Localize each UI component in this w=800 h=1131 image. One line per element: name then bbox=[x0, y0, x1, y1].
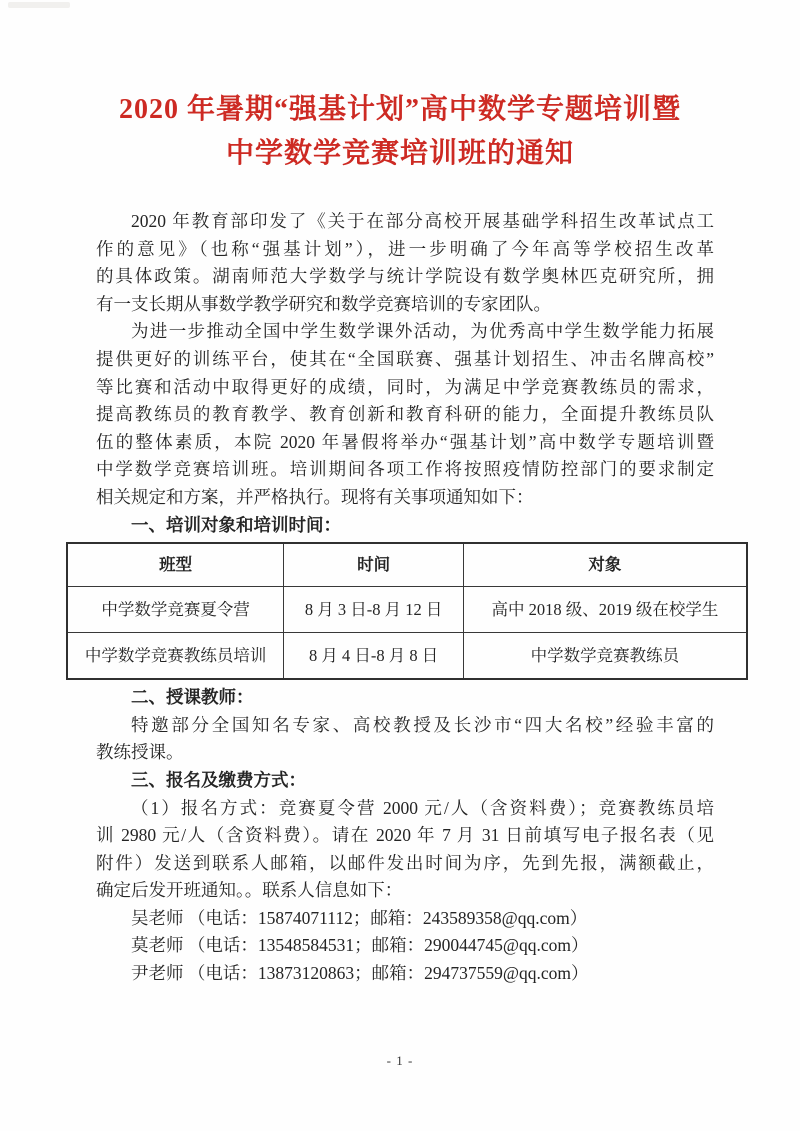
paragraph-line: 确定后发开班通知。。联系人信息如下： bbox=[96, 880, 403, 901]
scan-artifact bbox=[8, 2, 70, 8]
cell-time: 8 月 4 日-8 月 8 日 bbox=[284, 633, 464, 680]
column-header-class-type: 班型 bbox=[67, 543, 284, 587]
section3-heading: 三、报名及缴费方式： bbox=[131, 769, 306, 790]
paragraph-line: 为进一步推动全国中学生数学课外活动，为优秀高中学生数学能力拓展 bbox=[131, 321, 714, 342]
second-paragraph bbox=[96, 318, 714, 511]
paragraph-line: 训 2980 元/人（含资料费）。请在 2020 年 7 月 31 日前填写电子报名表（见 bbox=[96, 825, 714, 846]
intro-paragraph bbox=[96, 208, 714, 318]
paragraph-line: 中学数学竞赛培训班。培训期间各项工作将按照疫情防控部门的要求制定 bbox=[96, 459, 714, 480]
document-title-line1: 2020 年暑期“强基计划”高中数学专题培训暨 bbox=[118, 94, 681, 125]
paragraph-line: 提供更好的训练平台，使其在“全国联赛、强基计划招生、冲击名牌高校” bbox=[96, 348, 714, 369]
table-header-row bbox=[67, 543, 747, 587]
paragraph-line: 等比赛和活动中取得更好的成绩，同时，为满足中学竞赛教练员的需求， bbox=[96, 376, 714, 397]
paragraph-line: 2020 年教育部印发了《关于在部分高校开展基础学科招生改革试点工 bbox=[131, 211, 714, 231]
paragraph-line: 教练授课。 bbox=[96, 742, 184, 763]
paragraph-line: 相关规定和方案，并严格执行。现将有关事项通知如下： bbox=[96, 486, 534, 507]
paragraph-line: 伍的整体素质，本院 2020 年暑假将举办“强基计划”高中数学专题培训暨 bbox=[96, 431, 714, 452]
training-schedule-table bbox=[66, 542, 748, 680]
paragraph-line: 附件）发送到联系人邮箱，以邮件发出时间为序，先到先报，满额截止， bbox=[96, 852, 714, 873]
paragraph-line: 的具体政策。湖南师范大学数学与统计学院设有数学奥林匹克研究所，拥 bbox=[96, 266, 714, 287]
document-body bbox=[0, 176, 800, 988]
cell-class-type: 中学数学竞赛夏令营 bbox=[67, 587, 284, 633]
cell-class-type: 中学数学竞赛教练员培训 bbox=[67, 633, 284, 680]
cell-target: 高中 2018 级、2019 级在校学生 bbox=[463, 587, 747, 633]
section3-paragraph bbox=[96, 795, 714, 905]
paragraph-line: 有一支长期从事数学教学研究和数学竞赛培训的专家团队。 bbox=[96, 293, 551, 314]
contact-line-wu: 吴老师 （电话：15874071112；邮箱：243589358@qq.com） bbox=[131, 907, 588, 928]
column-header-target: 对象 bbox=[463, 543, 747, 587]
contact-line-yin: 尹老师 （电话：13873120863；邮箱：294737559@qq.com） bbox=[131, 963, 589, 984]
section2-paragraph bbox=[96, 712, 714, 767]
document-title bbox=[0, 88, 800, 176]
cell-time: 8 月 3 日-8 月 12 日 bbox=[284, 587, 464, 633]
table-row bbox=[67, 587, 747, 633]
paragraph-line: 提高教练员的教育教学、教育创新和教育科研的能力，全面提升教练员队 bbox=[96, 404, 714, 425]
section1-heading: 一、培训对象和培训时间： bbox=[131, 514, 341, 535]
paragraph-line: 作的意见》（也称“强基计划”），进一步明确了今年高等学校招生改革 bbox=[96, 238, 714, 259]
cell-target: 中学数学竞赛教练员 bbox=[463, 633, 747, 680]
contact-line-mo: 莫老师 （电话：13548584531；邮箱：290044745@qq.com） bbox=[131, 935, 589, 956]
paragraph-line: 特邀部分全国知名专家、高校教授及长沙市“四大名校”经验丰富的 bbox=[131, 714, 714, 735]
section2-heading: 二、授课教师： bbox=[131, 687, 254, 708]
paragraph-line: （1）报名方式：竞赛夏令营 2000 元/人（含资料费）；竞赛教练员培 bbox=[131, 797, 714, 818]
column-header-time: 时间 bbox=[284, 543, 464, 587]
contact-list bbox=[96, 905, 714, 988]
document-title-line2: 中学数学竞赛培训班的通知 bbox=[225, 138, 574, 169]
page-number: - 1 - bbox=[386, 1053, 414, 1068]
table-row bbox=[67, 633, 747, 680]
